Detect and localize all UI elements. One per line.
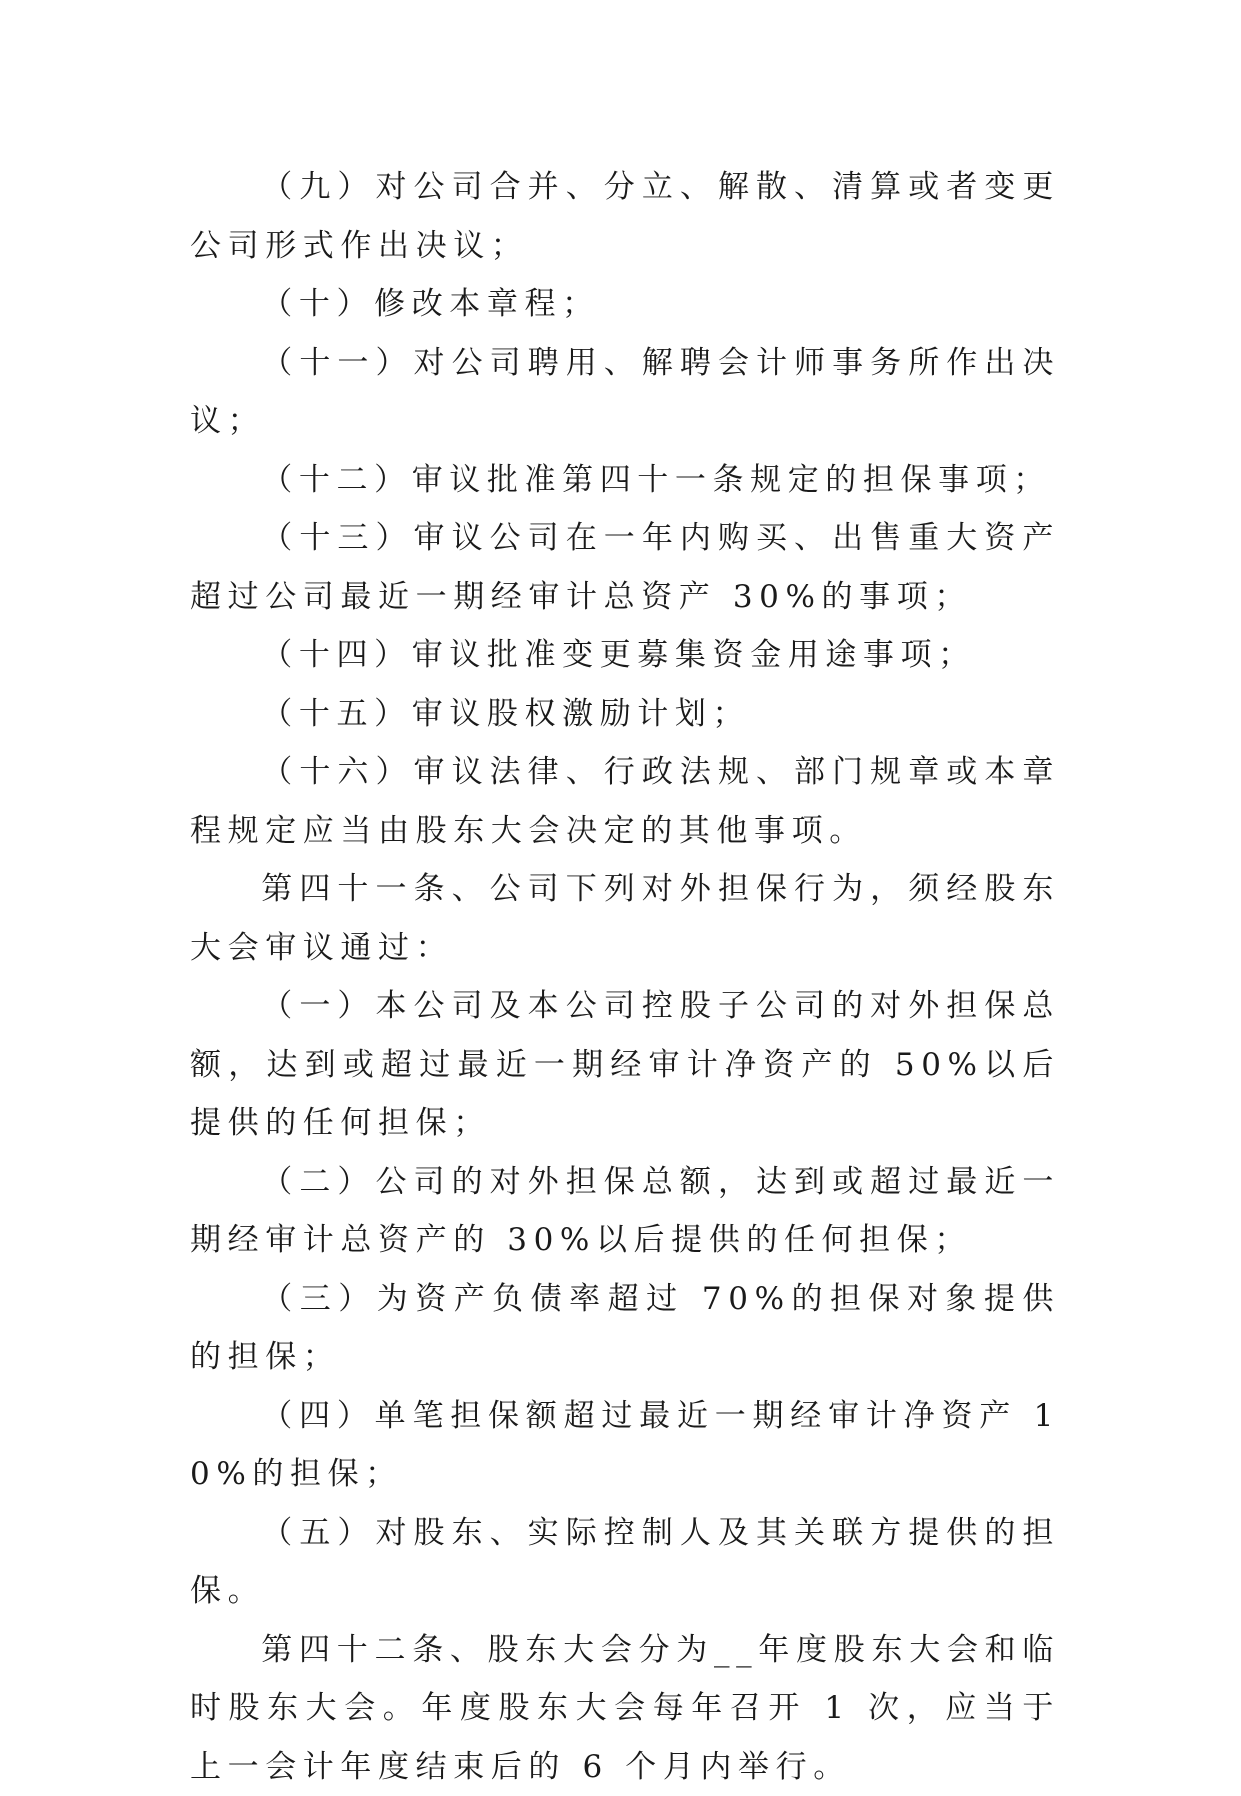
clause-item-16: （十六）审议法律、行政法规、部门规章或本章程规定应当由股东大会决定的其他事项。 xyxy=(190,743,1060,860)
clause-item-15: （十五）审议股权激励计划； xyxy=(190,685,1060,744)
clause-item-11: （十一）对公司聘用、解聘会计师事务所作出决议； xyxy=(190,334,1060,451)
clause-item-13: （十三）审议公司在一年内购买、出售重大资产超过公司最近一期经审计总资产 30%的事项； xyxy=(190,509,1060,626)
clause-item-9: （九）对公司合并、分立、解散、清算或者变更公司形式作出决议； xyxy=(190,158,1060,275)
guarantee-item-4: （四）单笔担保额超过最近一期经审计净资产 10%的担保； xyxy=(190,1387,1060,1504)
guarantee-item-3: （三）为资产负债率超过 70%的担保对象提供的担保； xyxy=(190,1270,1060,1387)
clause-item-10: （十）修改本章程； xyxy=(190,275,1060,334)
clause-item-12: （十二）审议批准第四十一条规定的担保事项； xyxy=(190,451,1060,510)
document-page xyxy=(190,158,1060,1796)
clause-item-14: （十四）审议批准变更募集资金用途事项； xyxy=(190,626,1060,685)
guarantee-item-2: （二）公司的对外担保总额，达到或超过最近一期经审计总资产的 30%以后提供的任何担保； xyxy=(190,1153,1060,1270)
article-41-heading: 第四十一条、公司下列对外担保行为，须经股东大会审议通过： xyxy=(190,860,1060,977)
guarantee-item-5: （五）对股东、实际控制人及其关联方提供的担保。 xyxy=(190,1504,1060,1621)
guarantee-item-1: （一）本公司及本公司控股子公司的对外担保总额，达到或超过最近一期经审计净资产的 50%以后提供的任何担保； xyxy=(190,977,1060,1153)
article-42-paragraph: 第四十二条、股东大会分为__年度股东大会和临时股东大会。年度股东大会每年召开 1 次，应当于上一会计年度结束后的 6 个月内举行。 xyxy=(190,1621,1060,1796)
